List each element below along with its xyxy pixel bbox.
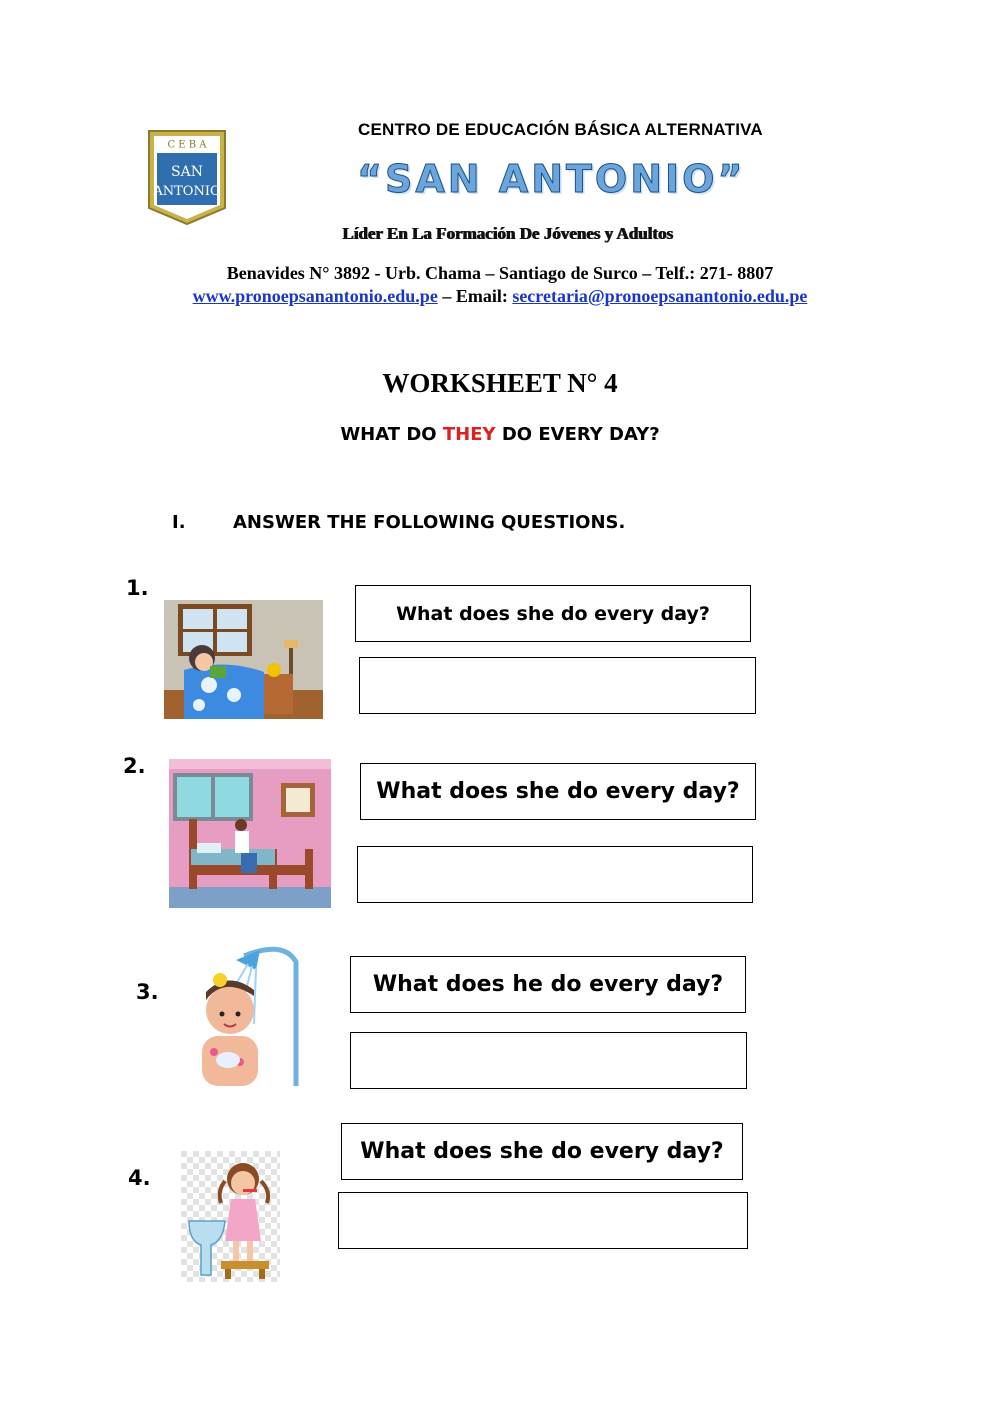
logo-line1: SAN	[171, 164, 203, 180]
school-address: Benavides N° 3892 - Urb. Chama – Santiago de Surco – Telf.: 271- 8807	[226, 263, 774, 283]
answer-1-box[interactable]	[359, 657, 756, 714]
answer-4-box[interactable]	[338, 1192, 748, 1249]
section-number: I.	[172, 512, 186, 533]
question-2-box: What does she do every day?	[360, 763, 756, 820]
subtitle-before: WHAT DO	[340, 424, 437, 445]
contact-line	[100, 286, 900, 307]
question-1-number: 1.	[126, 576, 149, 600]
girl-brushing-teeth-image	[181, 1151, 280, 1282]
boy-showering-image	[184, 944, 302, 1086]
logo-top-text: C E B A	[167, 139, 207, 151]
email-link[interactable]: secretaria@pronoepsanantonio.edu.pe	[512, 286, 808, 306]
worksheet-title: WORKSHEET N° 4	[382, 368, 618, 398]
website-link[interactable]: www.pronoepsanantonio.edu.pe	[192, 286, 438, 306]
section-title: ANSWER THE FOLLOWING QUESTIONS.	[233, 512, 626, 533]
school-logo	[146, 128, 228, 226]
question-3-box: What does he do every day?	[350, 956, 746, 1013]
woman-getting-up-image	[169, 759, 331, 908]
answer-3-box[interactable]	[350, 1032, 747, 1089]
question-3-number: 3.	[136, 980, 159, 1004]
question-4-number: 4.	[128, 1166, 151, 1190]
subtitle-after: DO EVERY DAY?	[501, 424, 660, 445]
girl-waking-up-image	[164, 600, 323, 719]
school-tagline: Líder En La Formación De Jóvenes y Adultos	[342, 224, 673, 243]
school-name: “SAN ANTONIO”	[357, 157, 746, 201]
subtitle-highlight: THEY	[442, 424, 496, 445]
question-1-box: What does she do every day?	[355, 585, 751, 642]
institution-name: CENTRO DE EDUCACIÓN BÁSICA ALTERNATIVA	[358, 120, 763, 139]
worksheet-subtitle	[0, 424, 1000, 445]
question-4-box: What does she do every day?	[341, 1123, 743, 1180]
answer-2-box[interactable]	[357, 846, 753, 903]
email-label: – Email:	[442, 286, 508, 306]
question-2-number: 2.	[123, 754, 146, 778]
logo-line2: ANTONIO	[153, 184, 221, 199]
